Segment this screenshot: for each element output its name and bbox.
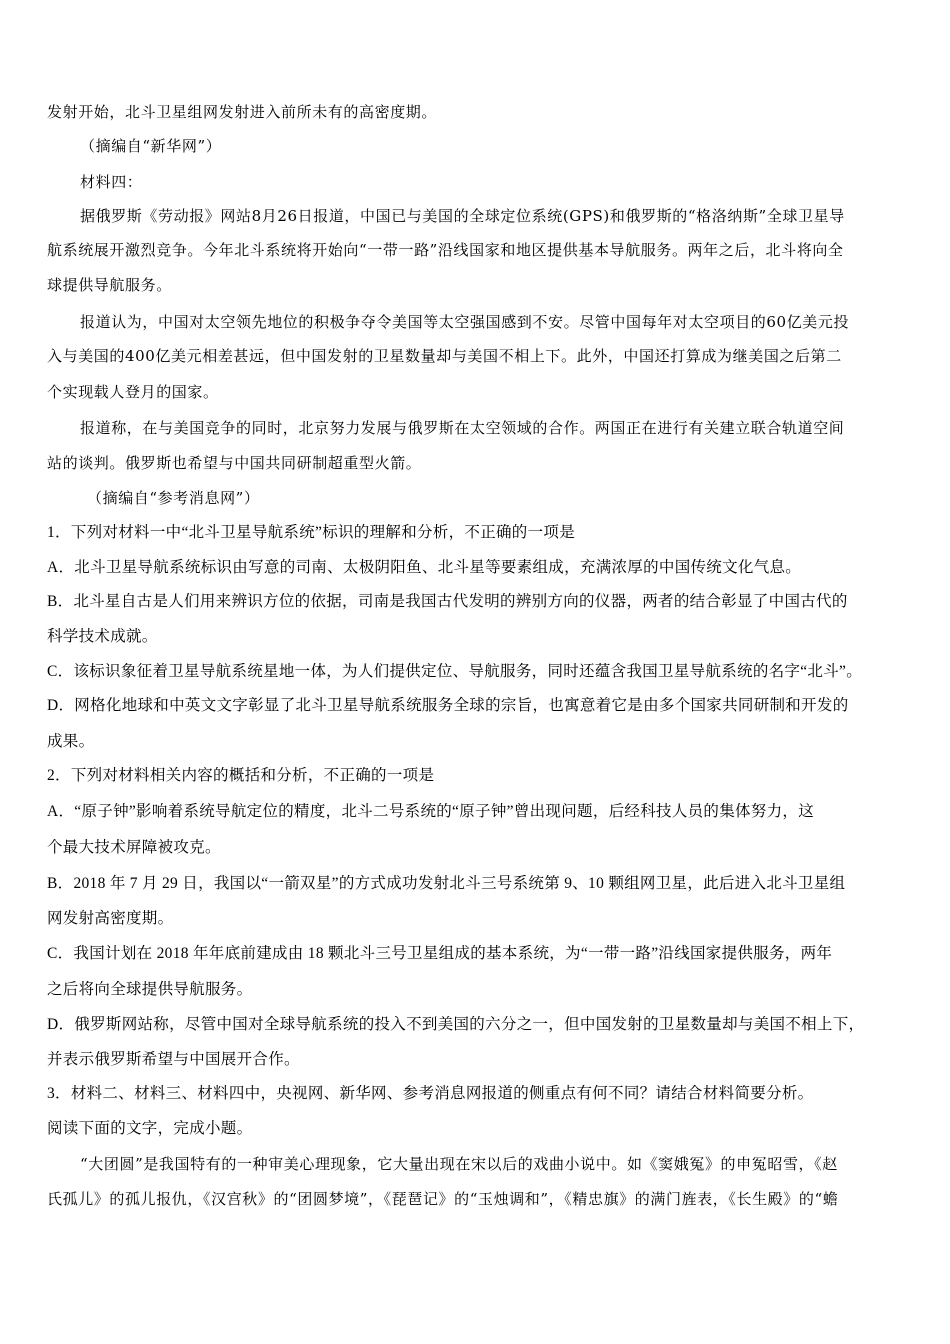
- material4-heading: 材料四：: [80, 173, 143, 191]
- material4-source: （摘编自“参考消息网”）: [87, 489, 260, 507]
- question-2-option-b-cont: 网发射高密度期。: [47, 910, 174, 927]
- question-1-option-c: C．该标识象征着卫星导航系统星地一体，为人们提供定位、导航服务，同时还蕴含我国卫星导航系统的名字“北斗”。: [47, 663, 863, 680]
- question-2-option-a: A．“原子钟”影响着系统导航定位的精度，北斗二号系统的“原子钟”曾出现问题，后经科技人员的集体努力，这: [47, 803, 815, 820]
- question-2-option-d: D．俄罗斯网站称，尽管中国对全球导航系统的投入不到美国的六分之一，但中国发射的卫星数量却与美国不相上下，: [47, 1016, 865, 1033]
- question-1-option-d-cont: 成果。: [47, 733, 95, 750]
- material4-p3-line: 站的谈判。俄罗斯也希望与中国共同研制超重型火箭。: [47, 454, 422, 472]
- reading-passage-line: “大团圆”是我国特有的一种审美心理现象，它大量出现在宋以后的戏曲小说中。如《窦娥冤》的申冤昭雪，《赵: [80, 1155, 838, 1173]
- material4-p1-line: 航系统展开激烈竞争。今年北斗系统将开始向“一带一路”沿线国家和地区提供基本导航服务。两年之后，北斗将向全: [47, 241, 844, 259]
- material4-p1-line: 球提供导航服务。: [47, 276, 172, 294]
- question-3-stem: 3．材料二、材料三、材料四中，央视网、新华网、参考消息网报道的侧重点有何不同？请结合材料简要分析。: [47, 1085, 814, 1102]
- question-1-option-a: A．北斗卫星导航系统标识由写意的司南、太极阴阳鱼、北斗星等要素组成，充满浓厚的中国传统文化气息。: [47, 559, 802, 576]
- question-1-option-b-cont: 科学技术成就。: [47, 628, 158, 645]
- material4-p2-line: 个实现载人登月的国家。: [47, 383, 219, 401]
- question-1-option-b: B．北斗星自古是人们用来辨识方位的依据，司南是我国古代发明的辨别方向的仪器，两者的结合彰显了中国古代的: [47, 593, 848, 610]
- question-2-option-c: C．我国计划在 2018 年年底前建成由 18 颗北斗三号卫星组成的基本系统，为“一带一路”沿线国家提供服务，两年: [47, 945, 833, 962]
- material4-p1-line: 据俄罗斯《劳动报》网站8月26日报道，中国已与美国的全球定位系统(GPS)和俄罗斯的“格洛纳斯”全球卫星导: [80, 207, 845, 225]
- question-2-option-d-cont: 并表示俄罗斯希望与中国展开合作。: [47, 1051, 300, 1068]
- material3-tail-line: 发射开始，北斗卫星组网发射进入前所未有的高密度期。: [47, 103, 438, 121]
- reading-instruction: 阅读下面的文字，完成小题。: [47, 1120, 253, 1137]
- question-2-option-a-cont: 个最大技术屏障被攻克。: [47, 839, 221, 856]
- material4-p2-line: 报道认为，中国对太空领先地位的积极争夺令美国等太空强国感到不安。尽管中国每年对太空项目的60亿美元投: [80, 313, 850, 331]
- question-2-stem: 2．下列对材料相关内容的概括和分析，不正确的一项是: [47, 767, 435, 784]
- material4-p2-line: 入与美国的400亿美元相差甚远，但中国发射的卫星数量却与美国不相上下。此外，中国还打算成为继美国之后第二: [47, 347, 842, 365]
- question-2-option-c-cont: 之后将向全球提供导航服务。: [47, 981, 253, 998]
- question-2-option-b: B．2018 年 7 月 29 日，我国以“一箭双星”的方式成功发射北斗三号系统第 9、10 颗组网卫星，此后进入北斗卫星组: [47, 875, 846, 892]
- material3-source: （摘编自“新华网”）: [80, 137, 222, 155]
- question-1-stem: 1．下列对材料一中“北斗卫星导航系统”标识的理解和分析，不正确的一项是: [47, 524, 576, 541]
- material4-p3-line: 报道称，在与美国竞争的同时，北京努力发展与俄罗斯在太空领域的合作。两国正在进行有关建立联合轨道空间: [80, 419, 845, 437]
- question-1-option-d: D．网格化地球和中英文文字彰显了北斗卫星导航系统服务全球的宗旨，也寓意着它是由多个国家共同研制和开发的: [47, 697, 849, 714]
- reading-passage-line: 氏孤儿》的孤儿报仇，《汉宫秋》的“团圆梦境”，《琵琶记》的“玉烛调和”，《精忠旗》的满门旌表，《长生殿》的“蟾: [47, 1190, 839, 1208]
